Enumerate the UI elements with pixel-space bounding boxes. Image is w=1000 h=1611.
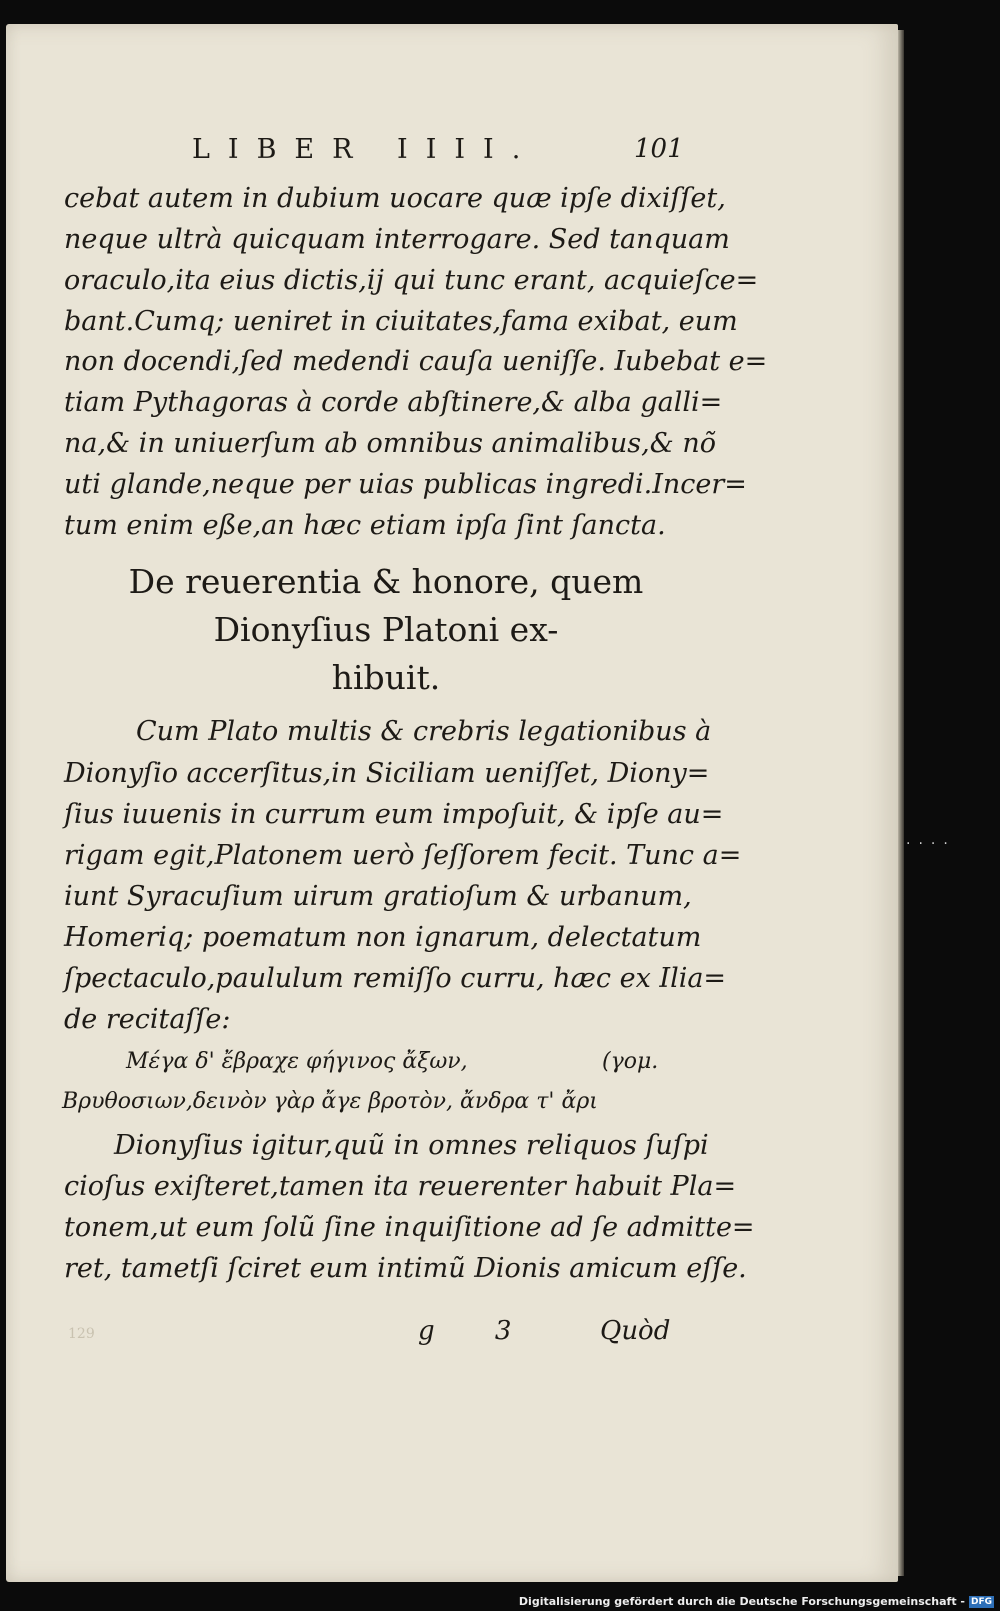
text-line: cebat autem in dubium uocare quæ ipſe dixiſſet, — [64, 183, 726, 214]
section-heading-line: De reuerentia & honore, quem — [128, 562, 644, 601]
text-line: non docendi,ſed medendi cauſa ueniſſe. Iubebat e= — [64, 346, 768, 377]
text-line: ſpectaculo,paululum remiſſo curru, hæc ex Ilia= — [64, 963, 727, 994]
section-heading-line: hibuit. — [331, 658, 441, 697]
text-line: bant.Cumq; ueniret in ciuitates,fama exibat, eum — [64, 306, 738, 337]
scan-artifact-dots: .... — [906, 832, 956, 848]
greek-quote-line-tail: (γομ. — [602, 1049, 659, 1074]
faint-margin-mark: 129 — [68, 1326, 95, 1342]
text-line: tiam Pythagoras à corde abſtinere,& alba galli= — [64, 387, 723, 418]
text-line: de recitaſſe: — [64, 1004, 231, 1035]
page-edge — [898, 30, 904, 1576]
catchword: Quòd — [600, 1316, 671, 1346]
funding-footer — [519, 1595, 994, 1608]
text-line: rigam egit,Platonem uerò ſeſſorem fecit. Tunc a= — [64, 840, 742, 871]
page-number: 101 — [634, 134, 684, 164]
text-line: iunt Syracuſium uirum gratioſum & urbanum, — [64, 881, 692, 912]
text-line: Homeriq; poematum non ignarum, delectatum — [64, 922, 702, 953]
text-line: tonem,ut eum ſolũ ſine inquiſitione ad ſe admitte= — [64, 1212, 755, 1243]
greek-quote-line: Μέγα δ' ἔβραχε φήγινος ἄξων, — [126, 1049, 468, 1074]
dfg-logo-icon: DFG — [970, 1597, 992, 1607]
greek-quote-line: Βρυθοσιων,δεινὸν γὰρ ἄγε βροτὸν, ἄνδρα τ' ἄρι — [62, 1089, 598, 1114]
text-line: Dionyſio accerſitus,in Siciliam ueniſſet, Diony= — [64, 758, 710, 789]
text-line: tum enim eße,an hæc etiam ipſa ſint ſancta. — [64, 510, 666, 541]
text-line: neque ultrà quicquam interrogare. Sed tanquam — [64, 224, 730, 255]
text-line: cioſus exiſteret,tamen ita reuerenter habuit Pla= — [64, 1171, 737, 1202]
text-line: ret, tametſi ſciret eum intimũ Dionis amicum eſſe. — [64, 1253, 747, 1284]
section-heading-line: Dionyſius Platoni ex- — [213, 610, 559, 649]
text-line: na,& in uniuerſum ab omnibus animalibus,& nõ — [64, 428, 716, 459]
running-head-title: LIBER IIII. — [192, 134, 539, 165]
book-page — [6, 24, 898, 1582]
signature-mark: g 3 — [418, 1316, 538, 1346]
text-line: Dionyſius igitur,quũ in omnes reliquos ſuſpi — [114, 1130, 709, 1161]
text-line: Cum Plato multis & crebris legationibus à — [136, 716, 712, 747]
text-line: oraculo,ita eius dictis,ij qui tunc erant, acquieſce= — [64, 265, 759, 296]
text-line: uti glande,neque per uias publicas ingredi.Incer= — [64, 469, 747, 500]
funding-note: Digitalisierung gefördert durch die Deutsche Forschungsgemeinschaft - — [518, 1595, 965, 1608]
text-line: ſius iuuenis in currum eum impoſuit, & ipſe au= — [64, 799, 724, 830]
